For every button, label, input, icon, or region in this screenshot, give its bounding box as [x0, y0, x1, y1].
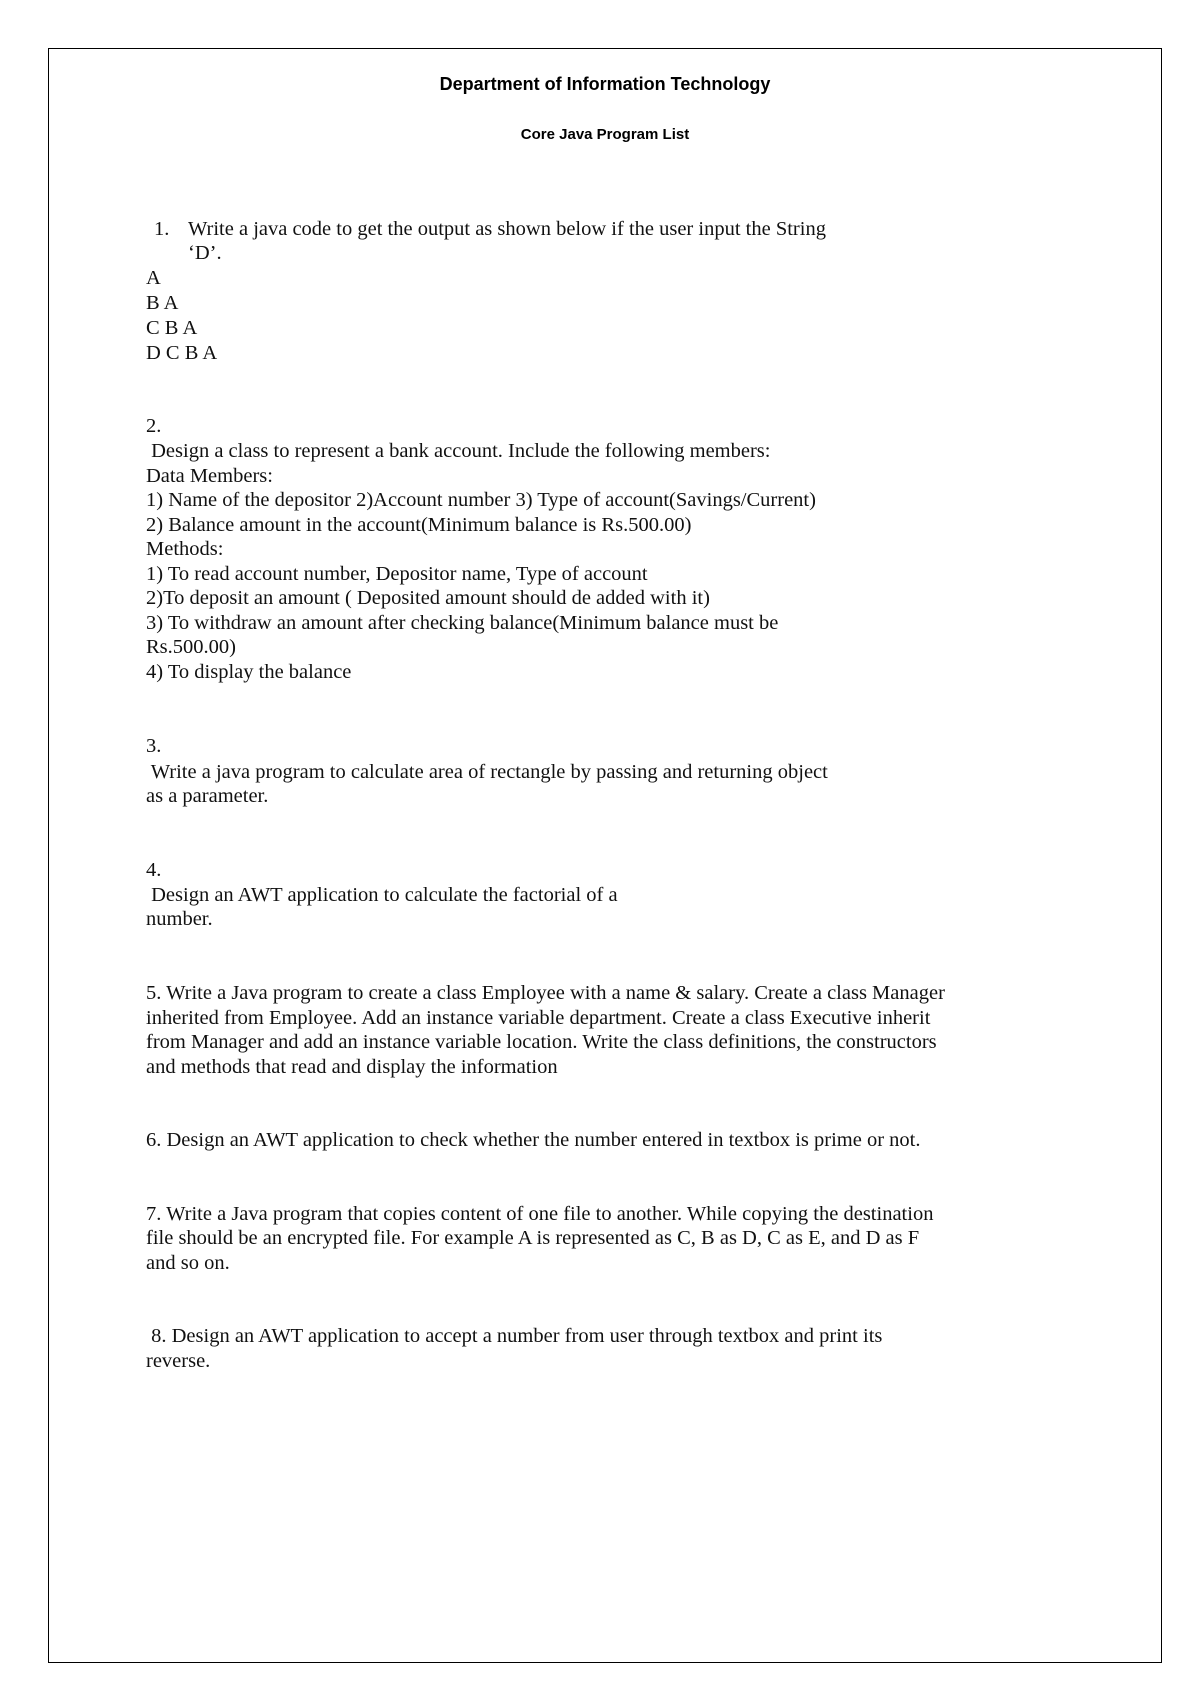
question-1-text: ‘D’.: [188, 242, 222, 264]
question-7-line: file should be an encrypted file. For example A is represented as C, B as D, C as E, and D as F: [146, 1227, 920, 1249]
page-border: [48, 48, 1162, 1663]
question-5-line: 5. Write a Java program to create a class Employee with a name & salary. Create a class Manager: [146, 982, 945, 1004]
question-2-line: 1) Name of the depositor 2)Account number 3) Type of account(Savings/Current): [146, 489, 816, 511]
question-6-line: 6. Design an AWT application to check whether the number entered in textbox is prime or not.: [146, 1129, 921, 1151]
question-4-line: Design an AWT application to calculate the factorial of a: [146, 884, 618, 906]
pattern-line: A: [146, 267, 161, 289]
question-7-line: and so on.: [146, 1252, 230, 1274]
pattern-line: B A: [146, 292, 179, 314]
question-4-number: 4.: [146, 859, 162, 881]
question-4-line: number.: [146, 908, 213, 930]
question-2-number: 2.: [146, 415, 162, 437]
pattern-line: D C B A: [146, 342, 218, 364]
question-7-line: 7. Write a Java program that copies content of one file to another. While copying the destination: [146, 1203, 934, 1225]
question-2-line: Methods:: [146, 538, 224, 560]
question-3-number: 3.: [146, 735, 162, 757]
program-list-title: Core Java Program List: [520, 126, 690, 143]
question-8-line: 8. Design an AWT application to accept a number from user through textbox and print its: [146, 1325, 883, 1347]
question-5-line: and methods that read and display the information: [146, 1056, 558, 1078]
question-2-line: 3) To withdraw an amount after checking balance(Minimum balance must be: [146, 612, 779, 634]
question-2-line: 1) To read account number, Depositor name, Type of account: [146, 563, 648, 585]
department-heading: Department of Information Technology: [439, 74, 771, 94]
pattern-line: C B A: [146, 317, 198, 339]
question-2-line: 2)To deposit an amount ( Deposited amount should de added with it): [146, 587, 710, 609]
question-2-line: 2) Balance amount in the account(Minimum balance is Rs.500.00): [146, 514, 692, 536]
question-2-line: Data Members:: [146, 465, 273, 487]
question-2-line: Design a class to represent a bank account. Include the following members:: [146, 440, 771, 462]
question-5-line: inherited from Employee. Add an instance variable department. Create a class Executive inherit: [146, 1007, 931, 1029]
question-1-text: Write a java code to get the output as shown below if the user input the String: [188, 218, 826, 240]
question-3-line: Write a java program to calculate area of rectangle by passing and returning object: [146, 761, 828, 783]
question-3-line: as a parameter.: [146, 785, 269, 807]
question-5-line: from Manager and add an instance variable location. Write the class definitions, the constructors: [146, 1031, 937, 1053]
question-2-line: 4) To display the balance: [146, 661, 352, 683]
question-2-line: Rs.500.00): [146, 636, 236, 658]
question-8-line: reverse.: [146, 1350, 211, 1372]
question-1-number: 1.: [154, 218, 170, 240]
